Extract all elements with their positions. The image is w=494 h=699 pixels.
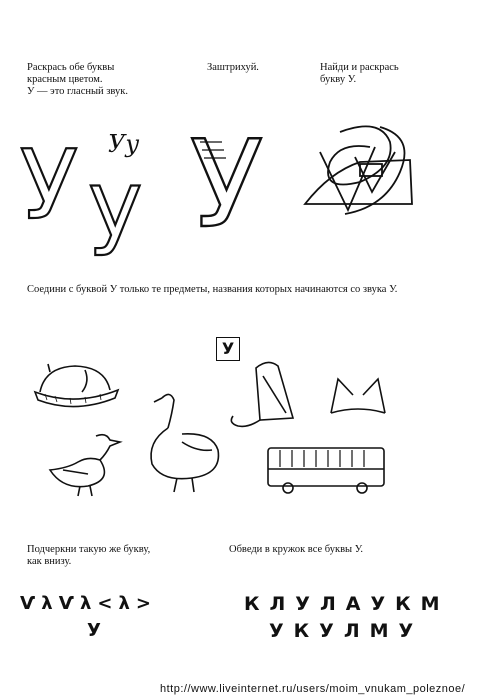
script-letters: Уу <box>108 130 140 158</box>
outline-upper-u: У <box>20 131 78 241</box>
hidden-letter-puzzle <box>300 122 430 222</box>
instruction-connect: Соедини с буквой У только те предметы, названия которых начинаются со звука У. <box>27 284 398 295</box>
outline-lower-u: у <box>88 151 143 258</box>
outline-shade-u: У <box>190 116 264 255</box>
iron-icon[interactable] <box>248 358 303 433</box>
footer-url[interactable]: http://www.liveinternet.ru/users/moim_vnukam_poleznoe/ <box>160 683 466 695</box>
circle-letter-row-2[interactable]: УКУЛМУ <box>269 620 424 642</box>
instruction-colour-letters: Раскрась обе буквы красным цветом. У — это гласный звук. <box>27 62 128 97</box>
fur-hat-icon[interactable] <box>30 362 125 412</box>
cat-ears-icon[interactable] <box>328 375 388 415</box>
bus-icon[interactable] <box>266 445 386 495</box>
instruction-find-letter: Найди и раскрась букву У. <box>320 62 399 85</box>
goose-icon[interactable] <box>142 392 232 497</box>
underline-letter-row[interactable]: ѴλѴλ<λ> <box>20 593 157 614</box>
shade-letter-graphic <box>190 116 300 255</box>
instruction-underline: Подчеркни такую же букву, как внизу. <box>27 544 151 567</box>
outlined-letters-graphic <box>20 118 170 258</box>
duck-icon[interactable] <box>48 430 123 500</box>
underline-target-letter: У <box>87 620 111 641</box>
instruction-shade: Заштрихуй. <box>207 62 259 73</box>
instruction-circle: Обведи в кружок все буквы У. <box>229 544 364 555</box>
boxed-letter-u[interactable]: У <box>216 337 240 361</box>
circle-letter-row-1[interactable]: КЛУЛАУКМ <box>244 593 450 615</box>
